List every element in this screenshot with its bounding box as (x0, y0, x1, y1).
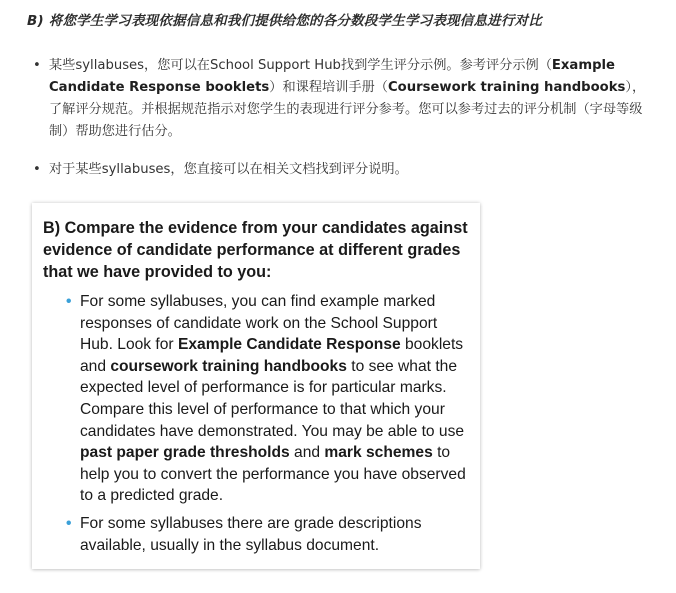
zh-bullet2-text: 对于某些syllabuses，您直接可以在相关文档找到评分说明。 (49, 162, 408, 177)
bullet-dot-icon: • (33, 162, 41, 177)
zh-list-item (27, 159, 657, 181)
zh-bullet1-bold2: Coursework training handbooks (387, 80, 626, 95)
zh-bullet1-text1: 某些syllabuses，您可以在School Support Hub找到学生评分示例。参考评分示例（ (49, 58, 552, 73)
card-bullet-list (66, 291, 472, 556)
zh-list-item (27, 55, 657, 143)
zh-bullet1-bold1: Example Candidate Response booklets (49, 58, 615, 95)
card-title: B) Compare the evidence from your candidates against evidence of candidate performance at different grades that we have provided to you: (43, 219, 468, 281)
section-heading-zh: B) 将您学生学习表现依据信息和我们提供给您的各分数段学生学习表现信息进行对比 (27, 13, 542, 29)
card-bullet1-text4: and (289, 444, 325, 462)
card-bullet1-text3: to see what the expected level of performance is for particular marks. Compare this level of performance to that which your candidates have demonstrated. You may be able to use (80, 357, 465, 440)
card-bullet1-bold3: past paper grade thresholds (80, 444, 290, 462)
zh-bullet1-text2: ）和课程培训手册（ (269, 80, 388, 95)
card-bullet2-text: For some syllabuses there are grade descriptions available, usually in the syllabus document. (80, 514, 422, 554)
card-list-item (66, 291, 472, 507)
english-excerpt-card (32, 203, 480, 569)
bullet-dot-icon: • (33, 58, 41, 73)
card-bullet1-text1: For some syllabuses, you can find example marked responses of candidate work on the School Support Hub. Look for (80, 293, 438, 354)
blue-bullet-icon: • (66, 514, 72, 532)
card-bullet1-bold4: mark schemes (324, 444, 433, 462)
card-list-item (66, 513, 472, 556)
card-bullet1-text2: booklets and (80, 336, 464, 375)
zh-bullet-list (27, 55, 657, 181)
zh-bullet1-text3: ），了解评分规范。并根据规范指示对您学生的表现进行评分参考。您可以参考过去的评分机制（字母等级制）帮助您进行估分。 (49, 80, 646, 139)
card-bullet1-bold2: coursework training handbooks (110, 357, 347, 375)
card-bullet1-bold1: Example Candidate Response (177, 336, 401, 354)
card-bullet1-text5: to help you to convert the performance you have observed to a predicted grade. (80, 444, 466, 505)
blue-bullet-icon: • (66, 293, 72, 310)
